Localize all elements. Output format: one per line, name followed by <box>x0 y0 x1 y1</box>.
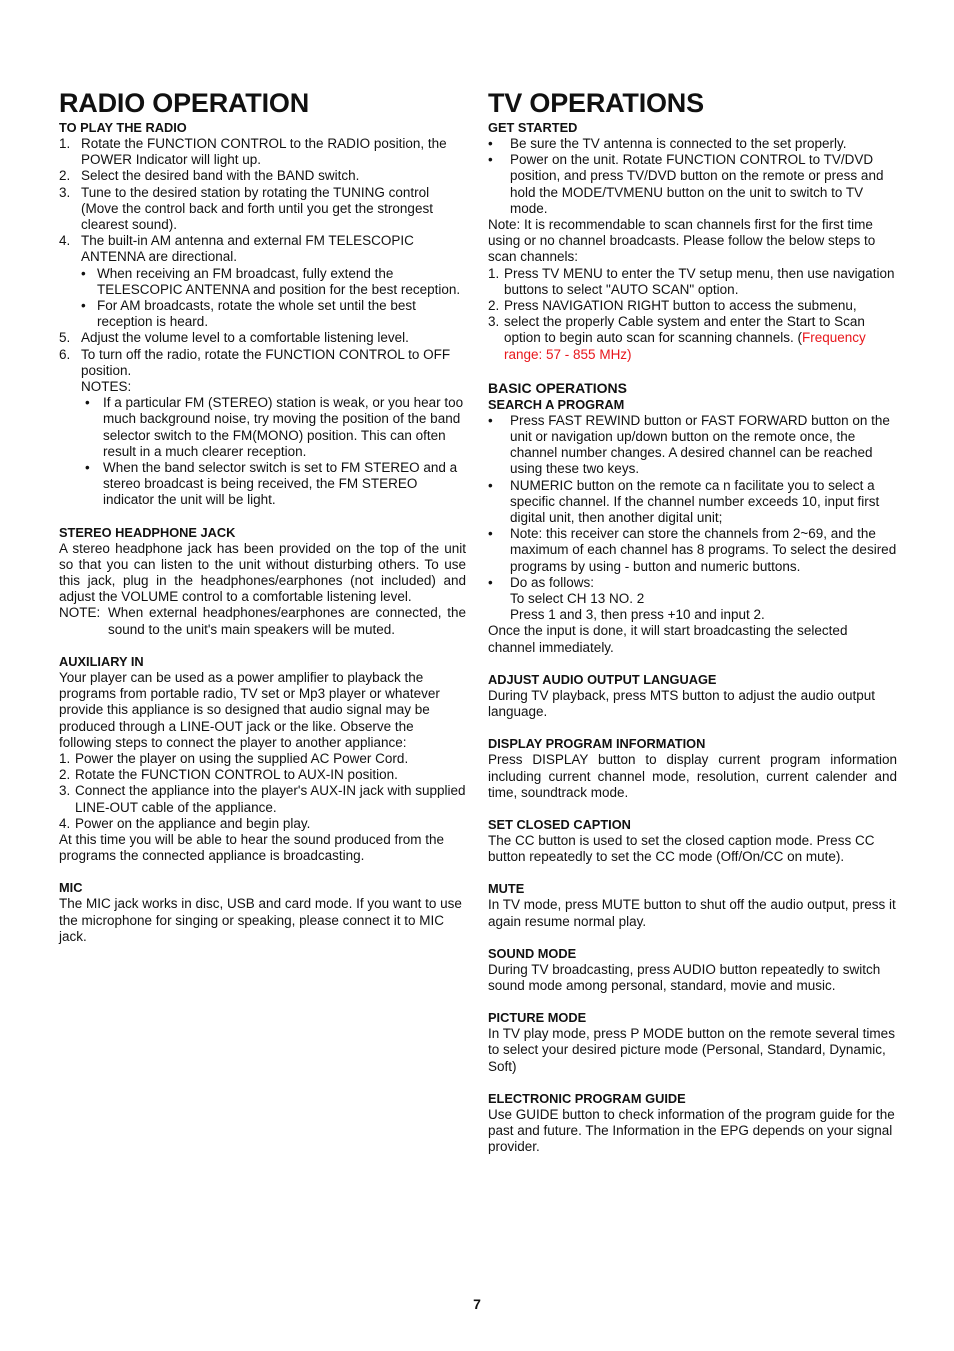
search-bullets <box>488 413 897 591</box>
audio-language-text: During TV playback, press MTS button to adjust the audio output language. <box>488 687 875 720</box>
bullet-icon: • <box>81 298 86 314</box>
notes-list <box>59 395 466 508</box>
aux-text: Your player can be used as a power amplifier to playback the programs from portable radio, TV set or Mp3 player or whatever provide this appliance is so designed that audio signal may be produced through a LINE-OUT jack or the like. Observe the following steps to connect the player to another appliance: <box>59 669 440 750</box>
headphone-note <box>59 605 466 637</box>
play-radio-heading: TO PLAY THE RADIO <box>59 120 187 135</box>
bullet-icon: • <box>488 136 493 151</box>
search-after: Once the input is done, it will start broadcasting the selected channel immediately. <box>488 623 848 655</box>
headphone-text: A stereo headphone jack has been provided on the top of the unit so that you can listen to the unit without disturbing others. To use this jack, plug in the headphones/earphones (not included) and adjust the VOLUME control to a comfortable listening level. <box>59 540 466 605</box>
search-program-heading: SEARCH A PROGRAM <box>488 396 625 412</box>
list-item <box>59 816 466 832</box>
bullet-text: Note: this receiver can store the channels from 2~69, and the maximum of each channel has 8 programs. To select the desired programs by using - button and numeric buttons. <box>510 526 897 574</box>
bullet-text: When receiving an FM broadcast, fully extend the TELESCOPIC ANTENNA and position for the best reception. <box>97 265 461 297</box>
headphone-heading: STEREO HEADPHONE JACK <box>59 524 236 540</box>
list-item <box>59 751 466 767</box>
list-item-text: Press TV MENU to enter the TV setup menu, then use navigation buttons to select "AUTO SCAN" option. <box>504 265 895 297</box>
example-line-1: To select CH 13 NO. 2 <box>510 591 645 607</box>
list-item <box>59 233 466 265</box>
list-item <box>59 168 466 184</box>
frequency-range: Frequency range: 57 - 855 MHz) <box>504 330 866 362</box>
bullet-text: Do as follows: <box>510 574 595 590</box>
list-item <box>59 347 466 379</box>
list-number: 4. <box>59 233 71 249</box>
basic-operations-heading: BASIC OPERATIONS <box>488 379 627 396</box>
list-number: 5. <box>59 330 71 346</box>
list-item-text: Press NAVIGATION RIGHT button to access the submenu, <box>504 298 857 314</box>
aux-steps-list <box>59 751 466 832</box>
scan-step-3-text: select the properly Cable system and enter the Start to Scan option to begin auto scan for scanning channels. ( <box>504 314 865 346</box>
bullet-item <box>488 575 897 591</box>
audio-language-heading: ADJUST AUDIO OUTPUT LANGUAGE <box>488 671 717 687</box>
scan-step-3 <box>488 314 897 363</box>
mic-heading: MIC <box>59 880 83 896</box>
bullet-text: Press FAST REWIND button or FAST FORWARD button on the unit or navigation up/down button on the remote once, the channel number changes. A desired channel can be reached using these two keys. <box>510 412 890 477</box>
mute-text: In TV mode, press MUTE button to shut off the audio output, press it again resume normal play. <box>488 897 896 929</box>
bullet-item <box>59 266 466 298</box>
bullet-text: Power on the unit. Rotate FUNCTION CONTROL to TV/DVD position, and press TV/DVD button on the remote or press and hold the MODE/TVMENU button on the unit to switch to TV mode. <box>510 152 884 216</box>
bullet-item <box>59 298 466 330</box>
list-item-text: Select the desired band with the BAND switch. <box>81 168 360 184</box>
bullet-item <box>59 460 466 509</box>
bullet-item <box>488 136 897 152</box>
bullet-item <box>488 478 897 527</box>
notes-label: NOTES: <box>81 379 132 395</box>
list-item <box>59 136 466 168</box>
list-item <box>59 185 466 234</box>
example-line-2: Press 1 and 3, then press +10 and input 2. <box>510 607 765 623</box>
closed-caption-heading: SET CLOSED CAPTION <box>488 816 631 832</box>
bullet-icon: • <box>488 526 493 542</box>
radio-steps-list <box>59 136 466 266</box>
bullet-text: When the band selector switch is set to FM STEREO and a stereo broadcast is being received, the FM STEREO indicator the unit will be light. <box>103 460 458 508</box>
picture-mode-heading: PICTURE MODE <box>488 1010 587 1026</box>
list-item-text: Rotate the FUNCTION CONTROL to AUX-IN position. <box>75 767 398 783</box>
step4-bullets <box>59 266 466 331</box>
bullet-text: NUMERIC button on the remote ca n facilitate you to select a specific channel. If the channel number exceeds 10, input first digital unit, then another digital unit; <box>510 477 880 526</box>
mic-text: The MIC jack works in disc, USB and card mode. If you want to use the microphone for singing or speaking, please connect it to MIC jack. <box>59 896 462 944</box>
display-info-heading: DISPLAY PROGRAM INFORMATION <box>488 736 706 752</box>
list-number: 3. <box>488 314 500 330</box>
scan-steps-list <box>488 266 897 315</box>
sound-mode-text: During TV broadcasting, press AUDIO button repeatedly to switch sound mode among personal, standard, movie and music. <box>488 961 881 993</box>
list-item <box>59 330 466 346</box>
list-number: 1. <box>488 265 500 281</box>
picture-mode-text: In TV play mode, press P MODE button on the remote several times to select your desired picture mode (Personal, Standard, Dynamic, Soft) <box>488 1026 895 1074</box>
bullet-icon: • <box>85 395 90 411</box>
list-item <box>488 298 897 314</box>
get-started-bullets <box>488 136 897 217</box>
bullet-icon: • <box>488 152 493 168</box>
page-number: 7 <box>473 1296 481 1312</box>
bullet-icon: • <box>488 477 493 493</box>
headphone-note-text: When external headphones/earphones are connected, the sound to the unit's main speakers will be muted. <box>108 605 466 637</box>
bullet-item <box>488 152 897 217</box>
radio-section <box>59 86 466 945</box>
list-number: 3. <box>59 184 71 200</box>
list-item-text: Power the player on using the supplied AC Power Cord. <box>75 750 409 766</box>
bullet-icon: • <box>85 460 90 476</box>
list-number: 2. <box>488 298 500 314</box>
radio-steps-list-b <box>59 330 466 379</box>
mute-heading: MUTE <box>488 881 525 897</box>
bullet-item <box>59 395 466 460</box>
get-started-heading: GET STARTED <box>488 120 578 135</box>
display-info-text: Press DISPLAY button to display current program information including current channel mode, resolution, current calender and time, soundtrack mode. <box>488 752 897 800</box>
list-item-text: Tune to the desired station by rotating the TUNING control (Move the control back and forth until you get the strongest clearest sound). <box>81 184 433 233</box>
list-item-text: Connect the appliance into the player's AUX-IN jack with supplied LINE-OUT cable of the appliance. <box>75 783 466 815</box>
list-number: 1. <box>59 750 71 766</box>
bullet-icon: • <box>488 412 493 428</box>
bullet-text: Be sure the TV antenna is connected to the set properly. <box>510 136 847 151</box>
list-item-text: Rotate the FUNCTION CONTROL to the RADIO position, the POWER Indicator will light up. <box>81 136 447 168</box>
headphone-note-label: NOTE: <box>59 605 101 621</box>
bullet-icon: • <box>81 265 86 281</box>
list-number: 2. <box>59 168 71 184</box>
scan-note: Note: It is recommendable to scan channels first for the first time using or no channel broadcasts. Please follow the below steps to scan channels: <box>488 217 876 265</box>
list-item-text: To turn off the radio, rotate the FUNCTION CONTROL to OFF position. <box>81 346 451 378</box>
aux-heading: AUXILIARY IN <box>59 653 144 669</box>
bullet-icon: • <box>488 574 493 590</box>
bullet-item <box>488 526 897 575</box>
closed-caption-text: The CC button is used to set the closed caption mode. Press CC button repeatedly to set the CC mode (Off/On/CC on mute). <box>488 832 875 865</box>
list-item-text: The built-in AM antenna and external FM TELESCOPIC ANTENNA are directional. <box>81 233 414 265</box>
list-number: 3. <box>59 783 71 799</box>
bullet-item <box>488 413 897 478</box>
list-number: 2. <box>59 767 71 783</box>
list-item-text: Adjust the volume level to a comfortable listening level. <box>81 330 409 346</box>
list-number: 1. <box>59 136 71 151</box>
list-number: 4. <box>59 815 71 831</box>
tv-title: TV OPERATIONS <box>488 88 704 118</box>
tv-section <box>488 86 897 1155</box>
sound-mode-heading: SOUND MODE <box>488 945 577 961</box>
epg-text: Use GUIDE button to check information of the program guide for the past and future. The Information in the EPG depends on your signal provider. <box>488 1106 895 1155</box>
epg-heading: ELECTRONIC PROGRAM GUIDE <box>488 1090 686 1106</box>
aux-after: At this time you will be able to hear the sound produced from the programs the connected appliance is broadcasting. <box>59 831 444 864</box>
radio-title: RADIO OPERATION <box>59 88 310 118</box>
list-item-text: Power on the appliance and begin play. <box>75 815 311 831</box>
list-item <box>59 767 466 783</box>
list-number: 6. <box>59 346 71 362</box>
bullet-text: If a particular FM (STEREO) station is weak, or you hear too much background noise, try moving the position of the band selector switch to the FM(MONO) position. This can often result in a much clearer reception. <box>103 395 464 459</box>
list-item <box>59 783 466 815</box>
list-item <box>488 266 897 298</box>
bullet-text: For AM broadcasts, rotate the whole set until the best reception is heard. <box>97 298 416 330</box>
